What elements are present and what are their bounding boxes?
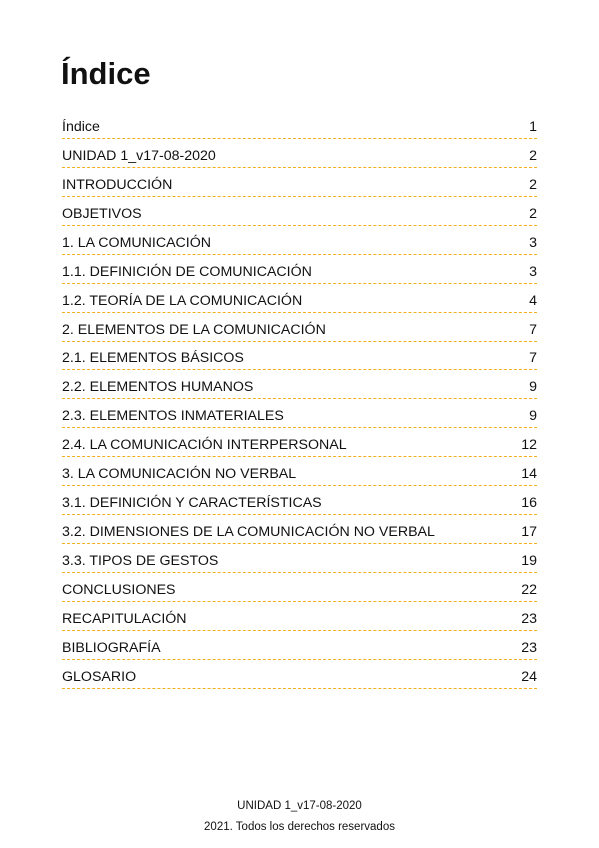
toc-entry[interactable] — [62, 459, 537, 486]
toc-entry-label: 3.2. DIMENSIONES DE LA COMUNICACIÓN NO VERBAL — [62, 524, 435, 541]
toc-entry-page: 24 — [521, 668, 537, 685]
toc-entry[interactable] — [62, 401, 537, 428]
toc-entry[interactable] — [62, 575, 537, 602]
toc-entry-page: 12 — [521, 437, 537, 454]
toc-entry[interactable] — [62, 344, 537, 371]
toc-entry[interactable] — [62, 286, 537, 313]
toc-entry-label: UNIDAD 1_v17-08-2020 — [62, 147, 216, 164]
toc-entry-page: 2 — [529, 205, 537, 222]
toc-entry[interactable] — [62, 228, 537, 255]
toc-entry-label: CONCLUSIONES — [62, 581, 176, 598]
toc-entry[interactable] — [62, 633, 537, 660]
toc-entry-page: 9 — [529, 379, 537, 396]
toc-entry-page: 14 — [521, 466, 537, 483]
toc-entry-label: 3.1. DEFINICIÓN Y CARACTERÍSTICAS — [62, 495, 322, 512]
toc-entry[interactable] — [62, 170, 537, 197]
toc-entry-label: 1.2. TEORÍA DE LA COMUNICACIÓN — [62, 292, 303, 309]
table-of-contents — [62, 112, 537, 691]
toc-entry-page: 2 — [529, 147, 537, 164]
toc-entry-page: 4 — [529, 292, 537, 309]
toc-entry-page: 3 — [529, 263, 537, 280]
toc-entry[interactable] — [62, 257, 537, 284]
toc-entry[interactable] — [62, 517, 537, 544]
toc-entry-page: 17 — [521, 524, 537, 541]
toc-entry-label: 1. LA COMUNICACIÓN — [62, 234, 211, 251]
toc-entry[interactable] — [62, 112, 537, 139]
toc-entry-label: RECAPITULACIÓN — [62, 610, 187, 627]
footer-version: UNIDAD 1_v17-08-2020 — [237, 800, 362, 812]
toc-entry-label: 3.3. TIPOS DE GESTOS — [62, 553, 219, 569]
toc-entry[interactable] — [62, 604, 537, 631]
toc-entry-page: 3 — [529, 234, 537, 251]
toc-entry-label: 3. LA COMUNICACIÓN NO VERBAL — [62, 466, 297, 483]
toc-entry-page: 19 — [521, 553, 537, 569]
toc-entry-page: 9 — [529, 408, 537, 425]
toc-entry-page: 23 — [521, 610, 537, 627]
page-title: Índice — [61, 56, 151, 91]
toc-entry-label: GLOSARIO — [62, 668, 137, 685]
toc-entry-page: 16 — [521, 495, 537, 512]
toc-entry[interactable] — [62, 372, 537, 399]
toc-entry[interactable] — [62, 315, 537, 342]
footer-copyright: 2021. Todos los derechos reservados — [204, 821, 395, 833]
toc-entry-page: 7 — [529, 350, 537, 367]
toc-entry-label: INTRODUCCIÓN — [62, 176, 173, 193]
toc-entry-page: 22 — [521, 581, 537, 598]
toc-entry-page: 23 — [521, 639, 537, 656]
toc-entry-label: BIBLIOGRAFÍA — [62, 639, 161, 656]
toc-entry-page: 2 — [529, 176, 537, 193]
toc-entry-label: OBJETIVOS — [62, 205, 142, 222]
toc-entry-label: Índice — [62, 118, 100, 135]
toc-entry[interactable] — [62, 546, 537, 573]
toc-entry-label: 2. ELEMENTOS DE LA COMUNICACIÓN — [62, 321, 326, 338]
toc-entry-page: 1 — [529, 118, 537, 135]
toc-entry[interactable] — [62, 662, 537, 689]
toc-entry-page: 7 — [529, 321, 537, 338]
toc-entry-label: 2.3. ELEMENTOS INMATERIALES — [62, 408, 284, 425]
toc-entry[interactable] — [62, 199, 537, 226]
toc-entry-label: 2.2. ELEMENTOS HUMANOS — [62, 379, 254, 396]
toc-entry-label: 1.1. DEFINICIÓN DE COMUNICACIÓN — [62, 263, 312, 280]
toc-entry-label: 2.1. ELEMENTOS BÁSICOS — [62, 350, 244, 367]
toc-entry[interactable] — [62, 430, 537, 457]
toc-entry[interactable] — [62, 141, 537, 168]
toc-entry[interactable] — [62, 488, 537, 515]
toc-entry-label: 2.4. LA COMUNICACIÓN INTERPERSONAL — [62, 437, 347, 454]
